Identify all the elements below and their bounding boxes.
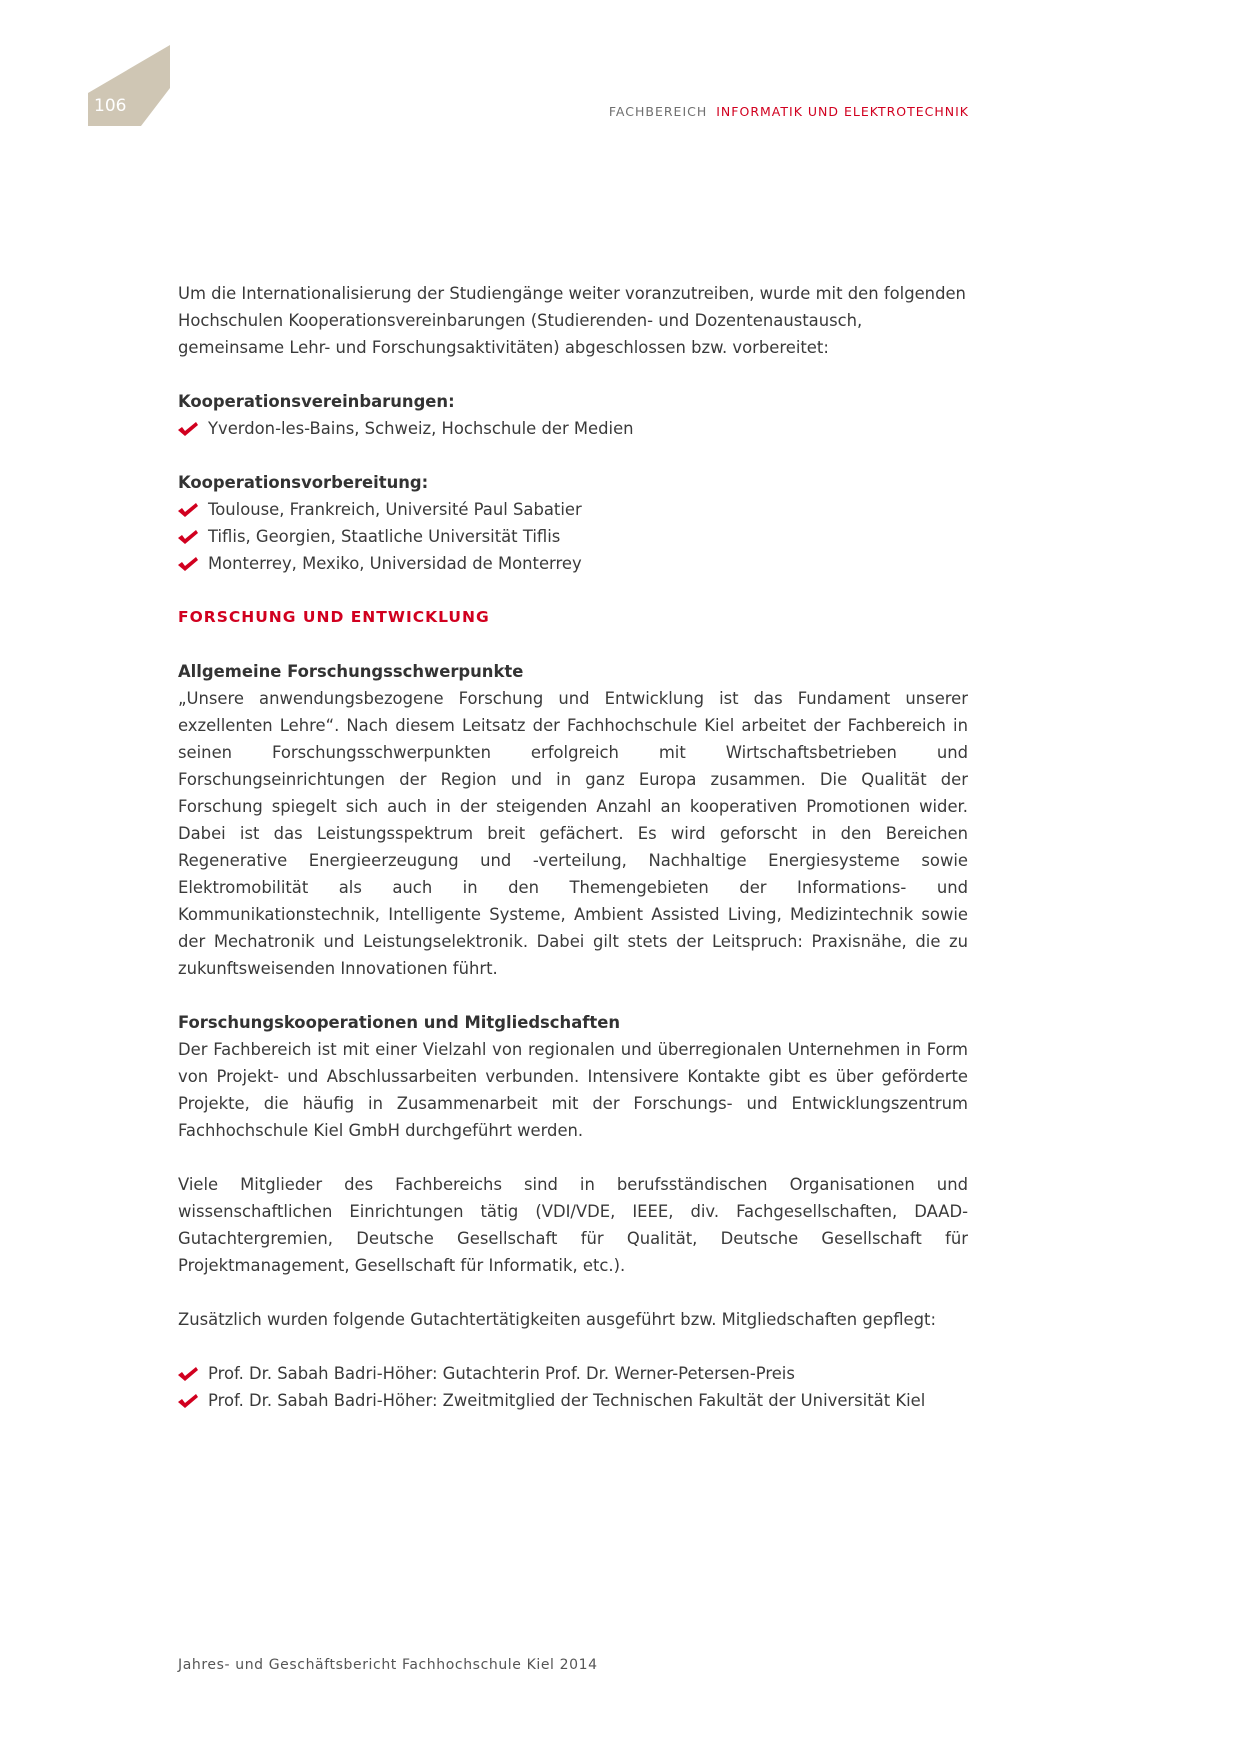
department-name: INFORMATIK UND ELEKTROTECHNIK: [716, 104, 969, 119]
check-icon: [178, 422, 198, 436]
agreements-list: [178, 415, 968, 442]
main-content: [178, 280, 968, 1414]
page-number: 106: [94, 96, 127, 116]
reviews-intro: Zusätzlich wurden folgende Gutachtertätigkeiten ausgeführt bzw. Mitgliedschaften gepflegt:: [178, 1310, 936, 1329]
cooperation-paragraph: Der Fachbereich ist mit einer Vielzahl von regionalen und überregionalen Unternehmen in Form von Projekt- und Abschlussarbeiten verbunden. Intensivere Kontakte gibt es über geförderte Projekte, die häufig in Zusammenarbeit mit der Forschungs- und Entwicklungszentrum Fachhochschule Kiel GmbH durchgeführt werden.: [178, 1040, 968, 1140]
page-tab-shape: [0, 0, 200, 140]
cooperation-heading: Forschungskooperationen und Mitgliedschaften: [178, 1013, 621, 1032]
preparations-list: [178, 496, 968, 577]
memberships-paragraph: Viele Mitglieder des Fachbereichs sind in berufsständischen Organisationen und wissenschaftlichen Einrichtungen tätig (VDI/VDE, IEEE, div. Fachgesellschaften, DAAD-Gutachtergremien, Deutsche Gesellschaft für Qualität, Deutsche Gesellschaft für Projektmanagement, Gesellschaft für Informatik, etc.).: [178, 1175, 968, 1275]
intro-paragraph: Um die Internationalisierung der Studiengänge weiter voranzutreiben, wurde mit den folgenden Hochschulen Kooperationsvereinbarungen (Studierenden- und Dozentenaustausch, gemeinsame Lehr- und Forschungsaktivitäten) abgeschlossen bzw. vorbereitet:: [178, 284, 966, 357]
list-item: Toulouse, Frankreich, Université Paul Sabatier: [178, 496, 968, 523]
preparations-heading: Kooperationsvorbereitung:: [178, 473, 429, 492]
reviews-list: [178, 1360, 968, 1414]
list-item: Tiflis, Georgien, Staatliche Universität Tiflis: [178, 523, 968, 550]
check-icon: [178, 1367, 198, 1381]
research-focus-heading: Allgemeine Forschungsschwerpunkte: [178, 662, 524, 681]
check-icon: [178, 530, 198, 544]
check-icon: [178, 503, 198, 517]
check-icon: [178, 557, 198, 571]
list-item: Prof. Dr. Sabah Badri-Höher: Zweitmitglied der Technischen Fakultät der Universität Kiel: [178, 1387, 968, 1414]
check-icon: [178, 1394, 198, 1408]
research-focus-paragraph: „Unsere anwendungsbezogene Forschung und Entwicklung ist das Fundament unserer exzellenten Lehre“. Nach diesem Leitsatz der Fachhochschule Kiel arbeitet der Fachbereich in seinen Forschungsschwerpunkten erfolgreich mit Wirtschaftsbetrieben und Forschungseinrichtungen der Region und in ganz Europa zusammen. Die Qualität der Forschung spiegelt sich auch in der steigenden Anzahl an kooperativen Promotionen wider. Dabei ist das Leistungsspektrum breit gefächert. Es wird geforscht in den Bereichen Regenerative Energieerzeugung und -verteilung, Nachhaltige Energiesysteme sowie Elektromobilität als auch in den Themengebieten der Informations- und Kommunikationstechnik, Intelligente Systeme, Ambient Assisted Living, Medizintechnik sowie der Mechatronik und Leistungselektronik. Dabei gilt stets der Leitspruch: Praxisnähe, die zu zukunftsweisenden Innovationen führt.: [178, 689, 968, 978]
list-item: Monterrey, Mexiko, Universidad de Monterrey: [178, 550, 968, 577]
research-section-title: FORSCHUNG UND ENTWICKLUNG: [178, 608, 490, 626]
page-footer: Jahres- und Geschäftsbericht Fachhochschule Kiel 2014: [178, 1657, 598, 1673]
list-item: Prof. Dr. Sabah Badri-Höher: Gutachterin Prof. Dr. Werner-Petersen-Preis: [178, 1360, 968, 1387]
running-head: [609, 104, 969, 119]
agreements-heading: Kooperationsvereinbarungen:: [178, 392, 455, 411]
list-item: Yverdon-les-Bains, Schweiz, Hochschule der Medien: [178, 415, 968, 442]
department-label: FACHBEREICH: [608, 104, 708, 119]
